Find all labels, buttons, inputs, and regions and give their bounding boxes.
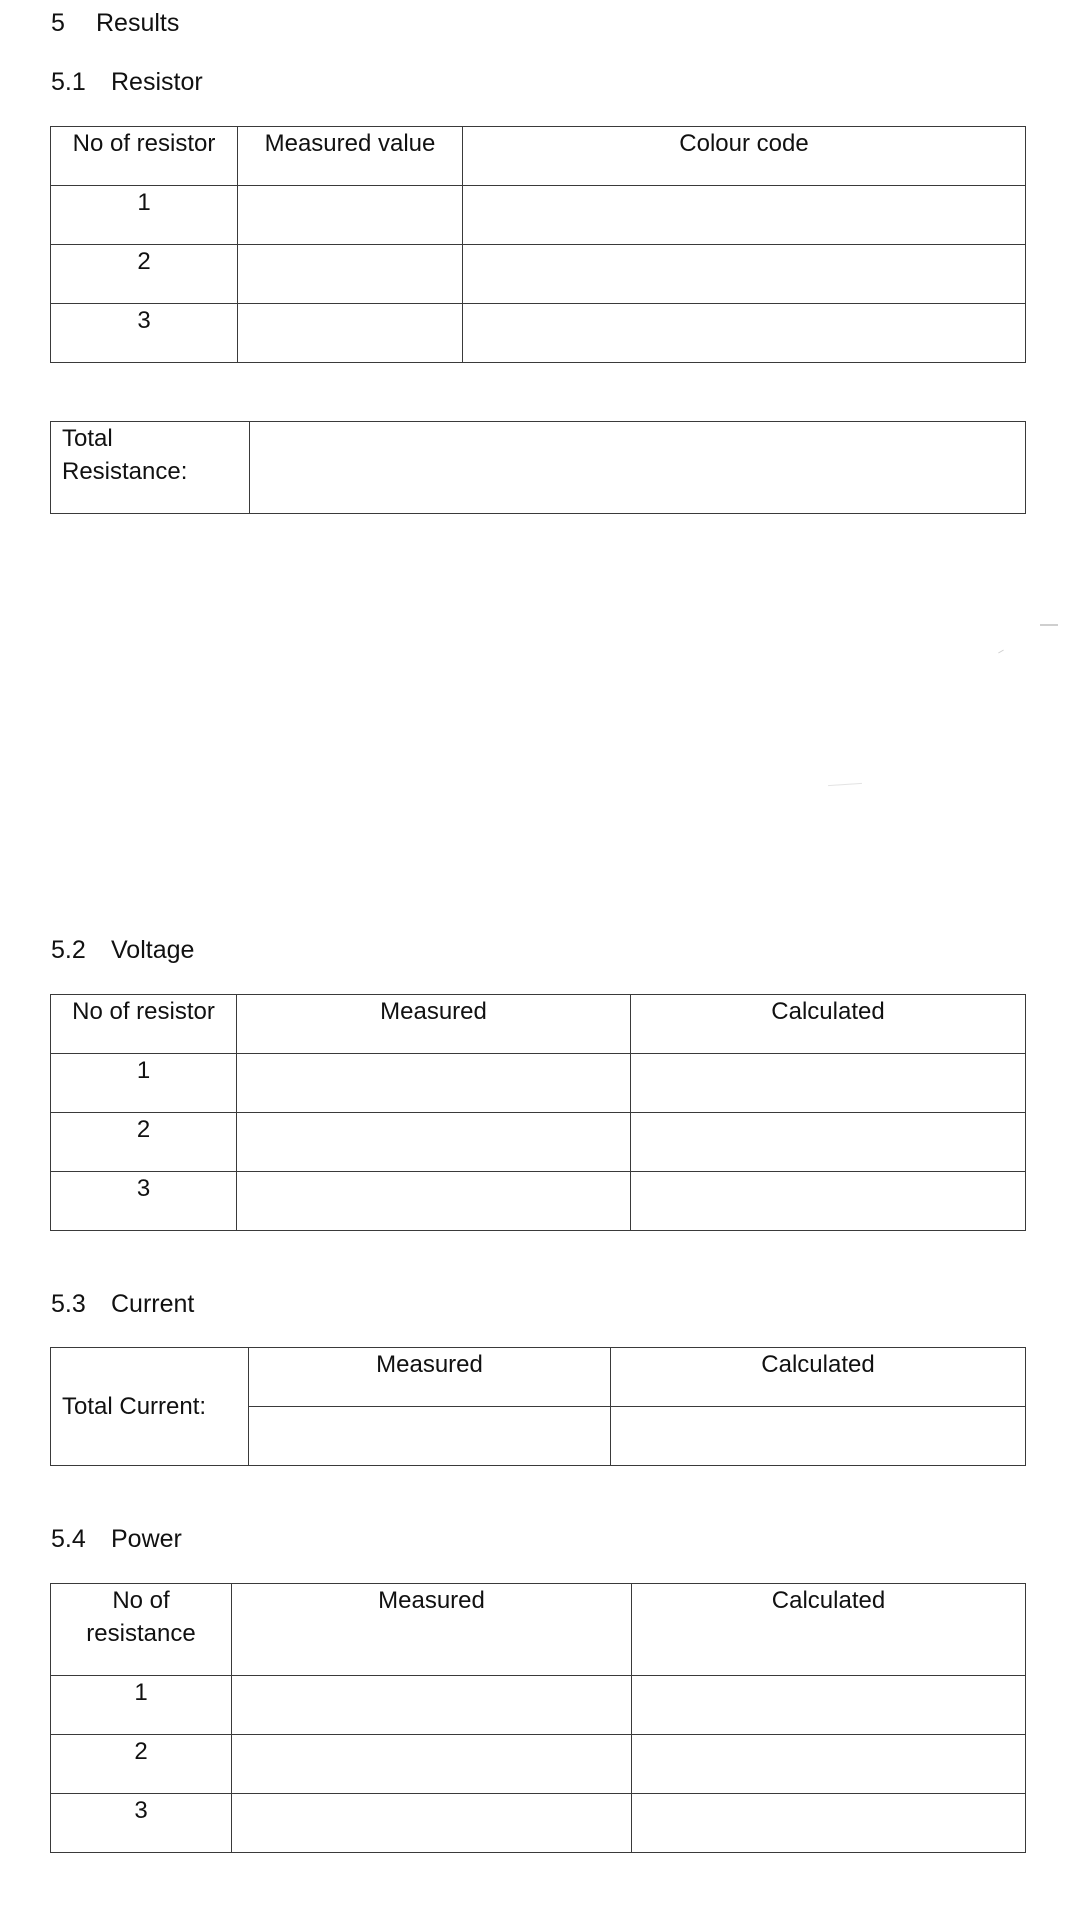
subsection-number: 5.2: [51, 936, 86, 964]
subsection-heading-power: [51, 1524, 182, 1554]
header-measured: Measured: [232, 1584, 632, 1676]
calculated-cell[interactable]: [632, 1794, 1026, 1853]
table-header-row: [51, 127, 1026, 186]
scan-mark: [998, 650, 1004, 654]
section-title: Results: [96, 9, 180, 37]
table-row: [51, 186, 1026, 245]
colour-code-cell[interactable]: [463, 304, 1026, 363]
table-row: [51, 1113, 1026, 1172]
row-number: 2: [51, 1735, 232, 1794]
scan-mark: [1040, 624, 1058, 626]
total-resistance-table: [50, 421, 1026, 514]
measured-cell[interactable]: [237, 1172, 631, 1231]
table-row: [51, 1735, 1026, 1794]
header-measured: Measured: [249, 1348, 611, 1407]
table-header-row: [51, 1348, 1026, 1407]
calculated-cell[interactable]: [631, 1113, 1026, 1172]
colour-code-cell[interactable]: [463, 186, 1026, 245]
subsection-number: 5.4: [51, 1525, 86, 1553]
subsection-heading-current: [51, 1289, 195, 1319]
header-calculated: Calculated: [632, 1584, 1026, 1676]
table-row: [51, 1054, 1026, 1113]
table-row: [51, 245, 1026, 304]
row-number: 2: [51, 245, 238, 304]
table-row: [51, 1172, 1026, 1231]
total-current-label: Total Current:: [51, 1348, 249, 1466]
header-measured: Measured: [237, 995, 631, 1054]
measured-cell[interactable]: [232, 1735, 632, 1794]
resistor-table: [50, 126, 1026, 363]
measured-cell[interactable]: [232, 1794, 632, 1853]
subsection-number: 5.3: [51, 1290, 86, 1318]
current-table: [50, 1347, 1026, 1466]
colour-code-cell[interactable]: [463, 245, 1026, 304]
section-heading-results: [51, 8, 180, 38]
measured-value-cell[interactable]: [238, 245, 463, 304]
subsection-title: Power: [111, 1525, 182, 1553]
row-number: 2: [51, 1113, 237, 1172]
table-row: [51, 1676, 1026, 1735]
table-row: [51, 1794, 1026, 1853]
subsection-title: Voltage: [111, 936, 195, 964]
measured-value-cell[interactable]: [238, 304, 463, 363]
subsection-heading-resistor: [51, 67, 203, 97]
subsection-title: Resistor: [111, 68, 203, 96]
row-number: 3: [51, 304, 238, 363]
subsection-number: 5.1: [51, 68, 86, 96]
table-row: [51, 422, 1026, 514]
table-header-row: [51, 995, 1026, 1054]
header-calculated: Calculated: [611, 1348, 1026, 1407]
table-row: [51, 304, 1026, 363]
header-no-of-resistor: No of resistor: [51, 127, 238, 186]
calculated-cell[interactable]: [632, 1676, 1026, 1735]
total-resistance-label: Total Resistance:: [51, 422, 250, 514]
calculated-cell[interactable]: [631, 1054, 1026, 1113]
measured-cell[interactable]: [232, 1676, 632, 1735]
section-number: 5: [51, 9, 65, 37]
scan-mark: [828, 783, 862, 786]
total-resistance-value-cell[interactable]: [250, 422, 1026, 514]
row-number: 3: [51, 1172, 237, 1231]
header-no-of-resistance: No of resistance: [51, 1584, 232, 1676]
row-number: 1: [51, 186, 238, 245]
measured-cell[interactable]: [237, 1113, 631, 1172]
header-no-of-resistor: No of resistor: [51, 995, 237, 1054]
row-number: 1: [51, 1054, 237, 1113]
header-measured-value: Measured value: [238, 127, 463, 186]
row-number: 1: [51, 1676, 232, 1735]
voltage-table: [50, 994, 1026, 1231]
row-number: 3: [51, 1794, 232, 1853]
calculated-cell[interactable]: [631, 1172, 1026, 1231]
measured-cell[interactable]: [249, 1407, 611, 1466]
calculated-cell[interactable]: [611, 1407, 1026, 1466]
measured-cell[interactable]: [237, 1054, 631, 1113]
header-colour-code: Colour code: [463, 127, 1026, 186]
subsection-heading-voltage: [51, 935, 195, 965]
calculated-cell[interactable]: [632, 1735, 1026, 1794]
measured-value-cell[interactable]: [238, 186, 463, 245]
power-table: [50, 1583, 1026, 1853]
table-header-row: [51, 1584, 1026, 1676]
header-calculated: Calculated: [631, 995, 1026, 1054]
subsection-title: Current: [111, 1290, 195, 1318]
